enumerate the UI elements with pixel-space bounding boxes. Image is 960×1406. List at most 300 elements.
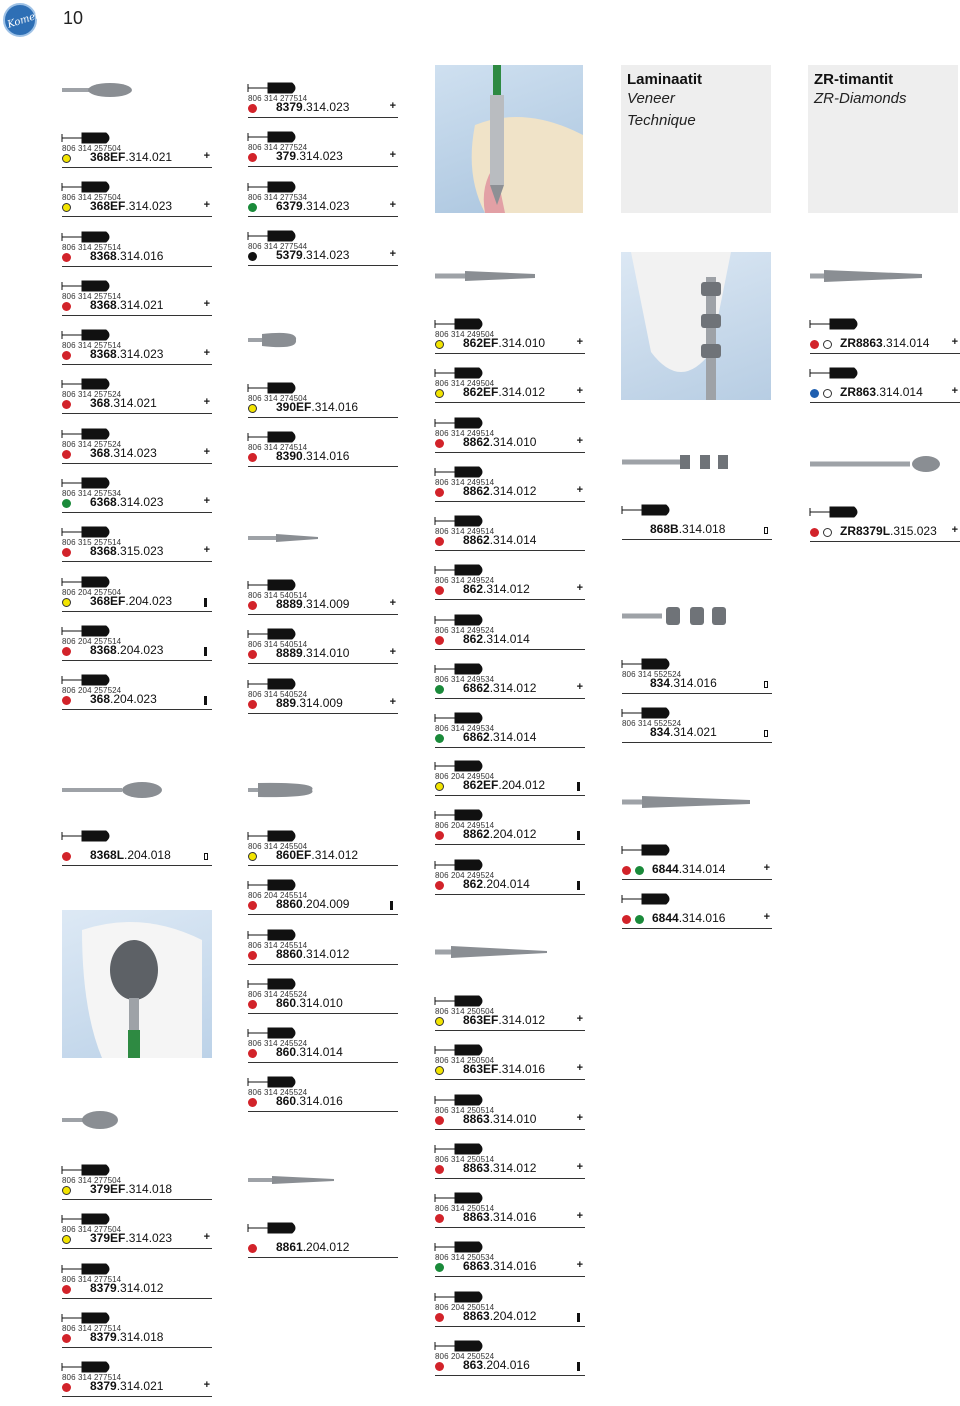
product-code-suffix: .314.021 bbox=[110, 396, 157, 411]
row-divider bbox=[248, 1013, 398, 1014]
product-row bbox=[62, 621, 212, 670]
veneer-sub2: Technique bbox=[627, 112, 696, 129]
product-code bbox=[463, 582, 530, 596]
product-code-base: 862EF bbox=[463, 336, 499, 350]
catalog-number: 806 314 257504 bbox=[62, 193, 122, 203]
grit-dot-yellow bbox=[62, 598, 71, 607]
product-row bbox=[248, 78, 398, 127]
product-code bbox=[652, 911, 725, 925]
grit-dot-green bbox=[62, 499, 71, 508]
catalog-number: 806 314 245514 bbox=[248, 940, 308, 950]
row-divider bbox=[248, 166, 398, 167]
availability-plus: + bbox=[576, 336, 583, 348]
grit-dot-yellow bbox=[248, 404, 257, 413]
product-code-suffix: .314.012 bbox=[311, 848, 359, 862]
grit-dot-yellow bbox=[62, 1186, 71, 1195]
packaging-bar-icon bbox=[577, 831, 580, 840]
product-code-base: 863EF bbox=[463, 1013, 499, 1027]
product-code bbox=[463, 385, 545, 399]
bur-379-image bbox=[62, 1108, 212, 1132]
product-code-suffix: .314.010 bbox=[498, 336, 546, 350]
cavity-photo bbox=[62, 910, 212, 1058]
grit-dot-red bbox=[435, 488, 444, 497]
product-code bbox=[463, 435, 536, 449]
row-divider bbox=[248, 713, 398, 714]
product-code bbox=[90, 347, 163, 361]
shank-profile-icon bbox=[622, 706, 672, 720]
product-row bbox=[435, 560, 585, 609]
row-divider bbox=[435, 844, 585, 845]
product-code-suffix: .314.012 bbox=[489, 681, 537, 696]
product-row bbox=[810, 502, 960, 551]
catalog-number: 806 314 277534 bbox=[248, 192, 308, 202]
product-code bbox=[276, 696, 343, 710]
grit-dot-red bbox=[810, 528, 819, 537]
row-divider bbox=[622, 693, 772, 694]
product-code-suffix: .314.016 bbox=[116, 248, 164, 263]
grit-dot-red bbox=[248, 1244, 257, 1253]
grit-dot-green bbox=[248, 203, 257, 212]
shank-profile-icon bbox=[622, 843, 672, 857]
shank-profile-icon bbox=[622, 657, 672, 671]
shank-profile-icon bbox=[435, 416, 485, 430]
product-code bbox=[90, 643, 163, 657]
product-row bbox=[62, 128, 212, 177]
product-code bbox=[90, 1379, 163, 1393]
product-code-suffix: .314.023 bbox=[302, 247, 350, 262]
product-code bbox=[276, 848, 358, 862]
product-row bbox=[248, 674, 398, 723]
availability-plus: + bbox=[203, 396, 210, 409]
row-divider bbox=[248, 417, 398, 418]
row-divider bbox=[62, 512, 212, 513]
bur-834-image bbox=[622, 602, 772, 630]
shank-profile-icon bbox=[435, 808, 485, 822]
product-code-base: 8379 bbox=[90, 1329, 117, 1344]
packaging-bar-icon bbox=[577, 1362, 580, 1371]
row-divider bbox=[248, 1111, 398, 1112]
catalog-number: 806 314 249504 bbox=[435, 330, 495, 339]
product-code bbox=[90, 848, 171, 862]
bur-zr8379-image bbox=[810, 452, 960, 476]
row-divider bbox=[62, 709, 212, 710]
product-row bbox=[62, 374, 212, 423]
group-860 bbox=[248, 826, 398, 1122]
product-code-suffix: .314.009 bbox=[296, 695, 343, 710]
product-code-base: 863 bbox=[463, 1358, 484, 1373]
product-row bbox=[435, 1090, 585, 1139]
product-code-suffix: .314.016 bbox=[302, 449, 350, 464]
shank-profile-icon bbox=[248, 578, 298, 592]
product-row bbox=[62, 325, 212, 374]
shank-profile-icon bbox=[810, 366, 860, 380]
catalog-number: 806 314 274504 bbox=[248, 394, 308, 403]
catalog-number: 806 314 257504 bbox=[62, 144, 122, 153]
product-code bbox=[90, 298, 163, 312]
product-code-base: 834 bbox=[650, 676, 671, 690]
shank-profile-icon bbox=[435, 994, 485, 1008]
product-row bbox=[248, 427, 398, 476]
product-code-base: 390EF bbox=[276, 400, 312, 414]
availability-plus: + bbox=[576, 434, 583, 447]
product-code bbox=[90, 544, 163, 558]
shank-profile-icon bbox=[435, 1339, 485, 1353]
shank-profile-icon bbox=[435, 1043, 485, 1057]
product-code-base: 6862 bbox=[463, 681, 490, 696]
product-code-suffix: .314.021 bbox=[116, 297, 164, 312]
packaging-bar-icon bbox=[204, 647, 207, 656]
product-code bbox=[90, 1281, 163, 1295]
shank-profile-icon bbox=[435, 759, 485, 773]
row-divider bbox=[435, 1276, 585, 1277]
group-834 bbox=[622, 654, 772, 753]
product-code-suffix: .314.012 bbox=[302, 946, 350, 961]
product-code bbox=[276, 1045, 343, 1059]
availability-plus: + bbox=[576, 1111, 583, 1124]
shank-profile-icon bbox=[62, 377, 112, 391]
product-row bbox=[435, 462, 585, 511]
product-code-base: ZR8863 bbox=[840, 336, 883, 350]
product-code-base: 860 bbox=[276, 995, 297, 1010]
product-row bbox=[435, 314, 585, 363]
product-code-base: 8862 bbox=[463, 827, 490, 842]
availability-plus: + bbox=[576, 483, 583, 496]
grit-dot-red bbox=[435, 636, 444, 645]
product-code bbox=[276, 1240, 349, 1254]
bur-8861-image bbox=[248, 1170, 398, 1190]
product-code bbox=[276, 1094, 343, 1108]
product-code-suffix: .314.009 bbox=[302, 597, 350, 611]
shank-profile-icon bbox=[248, 381, 298, 395]
product-code bbox=[463, 730, 536, 744]
product-row bbox=[435, 708, 585, 757]
product-code-suffix: .315.023 bbox=[890, 524, 937, 538]
row-divider bbox=[62, 1199, 212, 1200]
product-code-suffix: .314.016 bbox=[311, 400, 359, 414]
availability-plus: + bbox=[203, 495, 210, 508]
catalog-number: 806 314 245504 bbox=[248, 842, 308, 851]
shank-profile-icon bbox=[622, 503, 672, 517]
product-code-base: 379 bbox=[276, 149, 297, 164]
availability-plus: + bbox=[389, 149, 396, 162]
row-divider bbox=[62, 1396, 212, 1397]
row-divider bbox=[248, 865, 398, 866]
shank-profile-icon bbox=[435, 563, 485, 577]
packaging-bar-icon bbox=[204, 598, 207, 607]
shank-profile-icon bbox=[248, 229, 298, 243]
product-code-suffix: .314.023 bbox=[116, 347, 164, 362]
grit-dot-red bbox=[435, 537, 444, 546]
product-code bbox=[463, 1062, 545, 1076]
product-code-suffix: .314.012 bbox=[116, 1280, 164, 1295]
catalog-number: 806 204 257514 bbox=[62, 636, 122, 646]
catalog-number: 806 314 274514 bbox=[248, 443, 308, 453]
product-code-suffix: .204.023 bbox=[116, 642, 164, 657]
product-code-base: 889 bbox=[276, 695, 297, 710]
product-code-base: 8863 bbox=[463, 1111, 490, 1126]
product-row bbox=[62, 1308, 212, 1357]
product-row bbox=[435, 1188, 585, 1237]
group-862 bbox=[435, 314, 585, 758]
product-code bbox=[840, 385, 923, 399]
grit-dot-red bbox=[248, 1098, 257, 1107]
product-code-base: 379EF bbox=[90, 1182, 126, 1196]
grit-dot-red bbox=[248, 1049, 257, 1058]
product-code-suffix: .314.010 bbox=[296, 995, 343, 1010]
grit-dot-green bbox=[635, 866, 644, 875]
bur-390-image bbox=[248, 328, 398, 352]
product-row bbox=[62, 826, 212, 875]
product-row bbox=[248, 826, 398, 875]
shank-profile-icon bbox=[62, 829, 112, 843]
availability-plus: + bbox=[763, 862, 770, 874]
availability-plus: + bbox=[389, 198, 396, 211]
product-code-suffix: .314.016 bbox=[498, 1062, 546, 1077]
catalog-number: 806 204 249514 bbox=[435, 821, 495, 831]
product-code-suffix: .314.012 bbox=[489, 1160, 537, 1175]
shank-profile-icon bbox=[62, 1262, 112, 1276]
product-code-base: 368 bbox=[90, 692, 111, 707]
product-code bbox=[276, 248, 349, 262]
product-code-suffix: .314.014 bbox=[678, 862, 726, 876]
product-code-suffix: .314.016 bbox=[670, 676, 717, 690]
grit-dot-red bbox=[62, 548, 71, 557]
row-divider bbox=[435, 1129, 585, 1130]
availability-plus: + bbox=[951, 524, 958, 536]
shank-profile-icon bbox=[248, 977, 298, 991]
shank-profile-icon bbox=[810, 505, 860, 519]
catalog-number: 806 204 257504 bbox=[62, 587, 122, 597]
shank-profile-icon bbox=[435, 1142, 485, 1156]
veneer-title: Laminaatit bbox=[627, 71, 703, 88]
catalog-number: 806 314 250514 bbox=[435, 1204, 495, 1214]
catalog-number: 806 314 540514 bbox=[248, 591, 308, 600]
row-divider bbox=[248, 466, 398, 467]
product-code-suffix: .204.012 bbox=[498, 778, 546, 792]
shank-profile-icon bbox=[435, 858, 485, 872]
bur-868B-image bbox=[622, 450, 772, 474]
availability-plus: + bbox=[389, 100, 396, 112]
product-code bbox=[650, 676, 717, 690]
product-code bbox=[463, 681, 536, 695]
product-row bbox=[62, 1209, 212, 1258]
packaging-bar-icon bbox=[577, 881, 580, 890]
product-code bbox=[90, 495, 163, 509]
grit-dot-red bbox=[248, 601, 257, 610]
product-code-suffix: .314.010 bbox=[489, 1111, 537, 1126]
product-row bbox=[62, 522, 212, 571]
availability-plus: + bbox=[389, 247, 396, 260]
zr-title: ZR-timantit bbox=[814, 71, 894, 88]
product-code-base: 5379 bbox=[276, 247, 303, 262]
product-code-base: 8368 bbox=[90, 347, 117, 362]
bur-863-image bbox=[435, 942, 585, 962]
row-divider bbox=[435, 353, 585, 354]
row-divider bbox=[62, 1298, 212, 1299]
product-code-base: 868B bbox=[650, 522, 679, 536]
product-code-suffix: .314.018 bbox=[125, 1182, 173, 1196]
group-379b bbox=[62, 1160, 212, 1406]
catalog-number: 806 314 249514 bbox=[435, 477, 495, 487]
catalog-number: 806 314 552524 bbox=[622, 670, 682, 679]
row-divider bbox=[435, 698, 585, 699]
grit-dot-yellow bbox=[435, 389, 444, 398]
grit-dot-red bbox=[248, 1000, 257, 1009]
product-code-base: 860 bbox=[276, 1045, 297, 1060]
catalog-number: 806 314 249534 bbox=[435, 675, 495, 685]
product-row bbox=[62, 1259, 212, 1308]
product-code bbox=[463, 1112, 536, 1126]
product-code bbox=[463, 1013, 545, 1027]
group-zr8379 bbox=[810, 502, 960, 551]
shank-profile-icon bbox=[62, 1163, 112, 1177]
row-divider bbox=[435, 747, 585, 748]
availability-plus: + bbox=[576, 1013, 583, 1025]
availability-plus: + bbox=[203, 150, 210, 162]
catalog-number: 806 314 540514 bbox=[248, 640, 308, 650]
grit-dot-red bbox=[435, 831, 444, 840]
product-code bbox=[840, 524, 937, 538]
packaging-bar-icon bbox=[204, 696, 207, 705]
row-divider bbox=[435, 1030, 585, 1031]
shank-profile-icon bbox=[248, 430, 298, 444]
catalog-number: 806 204 257524 bbox=[62, 686, 122, 696]
product-code-base: 860EF bbox=[276, 848, 312, 862]
catalog-number: 806 204 249504 bbox=[435, 772, 495, 781]
product-code-base: 8862 bbox=[463, 533, 490, 548]
product-row bbox=[810, 314, 960, 363]
row-divider bbox=[622, 928, 772, 929]
group-889 bbox=[248, 575, 398, 723]
product-row bbox=[62, 670, 212, 719]
shank-profile-icon bbox=[62, 279, 112, 293]
product-code bbox=[463, 778, 545, 792]
product-row bbox=[62, 473, 212, 522]
row-divider bbox=[810, 541, 960, 542]
grit-dot-red bbox=[435, 1214, 444, 1223]
row-divider bbox=[62, 1347, 212, 1348]
shank-profile-icon bbox=[62, 1311, 112, 1325]
product-row bbox=[62, 276, 212, 325]
product-code bbox=[90, 1182, 172, 1196]
product-code-base: 8860 bbox=[276, 946, 303, 961]
product-code-base: 8863 bbox=[463, 1308, 490, 1323]
row-divider bbox=[435, 550, 585, 551]
product-row bbox=[248, 624, 398, 673]
product-code-suffix: .204.012 bbox=[489, 827, 537, 842]
grit-dot-red bbox=[248, 104, 257, 113]
shank-profile-icon bbox=[62, 131, 112, 145]
row-divider bbox=[622, 539, 772, 540]
shank-profile-icon bbox=[622, 892, 672, 906]
product-code-base: ZR8379L bbox=[840, 524, 891, 538]
row-divider bbox=[248, 265, 398, 266]
product-row bbox=[435, 991, 585, 1040]
catalog-number: 806 314 277504 bbox=[62, 1225, 122, 1235]
product-row bbox=[435, 659, 585, 708]
product-code-base: 8368 bbox=[90, 297, 117, 312]
komet-logo: Komet bbox=[3, 3, 37, 37]
row-divider bbox=[435, 1375, 585, 1376]
product-code-base: 8862 bbox=[463, 483, 490, 498]
grit-dot-white bbox=[823, 389, 832, 398]
veneer-sub1: Veneer bbox=[627, 90, 675, 107]
product-code bbox=[463, 484, 536, 498]
grit-dot-black bbox=[248, 252, 257, 261]
product-row bbox=[248, 1072, 398, 1121]
product-code-base: 834 bbox=[650, 725, 671, 740]
product-code bbox=[463, 1161, 536, 1175]
bur-862-image bbox=[435, 266, 585, 286]
product-code bbox=[276, 646, 349, 660]
product-code-suffix: .204.018 bbox=[124, 848, 171, 862]
catalog-number: 806 204 249524 bbox=[435, 870, 495, 880]
catalog-number: 806 314 245524 bbox=[248, 1088, 308, 1098]
product-row bbox=[248, 925, 398, 974]
product-code-suffix: .314.014 bbox=[489, 533, 537, 548]
product-code-base: 8379 bbox=[90, 1280, 117, 1295]
availability-plus: + bbox=[763, 911, 770, 924]
grit-dot-yellow bbox=[435, 340, 444, 349]
grit-dot-red bbox=[248, 700, 257, 709]
grit-dot-red bbox=[248, 153, 257, 162]
availability-plus: + bbox=[203, 445, 210, 458]
row-divider bbox=[62, 561, 212, 562]
grit-dot-green bbox=[435, 734, 444, 743]
product-code bbox=[90, 199, 172, 213]
row-divider bbox=[248, 914, 398, 915]
product-code-base: 8889 bbox=[276, 597, 303, 611]
row-divider bbox=[248, 663, 398, 664]
catalog-number: 806 314 249524 bbox=[435, 576, 495, 586]
product-code bbox=[276, 897, 349, 911]
shank-profile-icon bbox=[435, 1191, 485, 1205]
catalog-number: 806 314 277514 bbox=[62, 1373, 122, 1383]
product-code-base: 6379 bbox=[276, 198, 303, 213]
product-code-base: 862EF bbox=[463, 385, 499, 400]
shank-profile-icon bbox=[62, 575, 112, 589]
catalog-number: 806 204 250524 bbox=[435, 1352, 495, 1362]
shank-profile-icon bbox=[435, 1240, 485, 1254]
product-code bbox=[276, 149, 343, 163]
product-code bbox=[276, 400, 358, 414]
grit-dot-yellow bbox=[435, 1017, 444, 1026]
row-divider bbox=[810, 402, 960, 403]
product-code-base: 8889 bbox=[276, 646, 303, 661]
grit-dot-yellow bbox=[62, 154, 71, 163]
grit-dot-red bbox=[62, 852, 71, 861]
grit-dot-red bbox=[435, 1362, 444, 1371]
grit-dot-red bbox=[622, 866, 631, 875]
product-code-suffix: .204.012 bbox=[302, 1240, 350, 1254]
grit-dot-red bbox=[810, 340, 819, 349]
row-divider bbox=[622, 879, 772, 880]
shank-profile-icon bbox=[62, 673, 112, 687]
packaging-bar-icon bbox=[390, 901, 393, 910]
grit-dot-red bbox=[62, 696, 71, 705]
product-code-suffix: .314.012 bbox=[498, 1013, 546, 1027]
product-row bbox=[435, 805, 585, 854]
availability-plus: + bbox=[203, 297, 210, 310]
product-code-suffix: .314.016 bbox=[489, 1210, 537, 1225]
availability-plus: + bbox=[389, 597, 396, 609]
catalog-number: 806 314 277514 bbox=[62, 1323, 122, 1333]
row-divider bbox=[62, 611, 212, 612]
product-code-suffix: .314.023 bbox=[116, 495, 164, 510]
product-code-suffix: .204.016 bbox=[483, 1358, 530, 1373]
product-row bbox=[62, 177, 212, 226]
veneer-panel bbox=[621, 65, 771, 213]
